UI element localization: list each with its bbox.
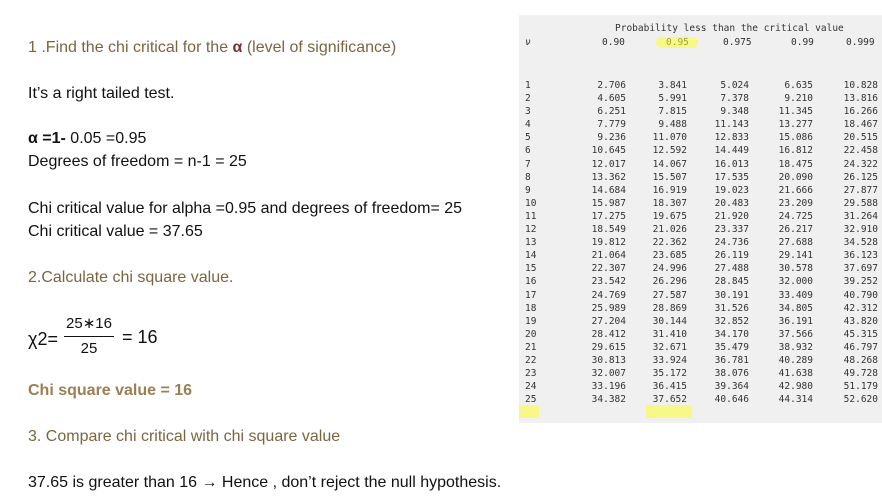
table-cell: 20.483 — [714, 197, 749, 209]
table-cell: 5.024 — [720, 80, 749, 91]
table-cell: 7.378 — [720, 93, 749, 105]
fraction-numerator: 25∗16 — [66, 315, 112, 332]
table-cell: 52.620 — [843, 394, 878, 406]
table-cell: 46.797 — [843, 341, 878, 353]
table-cell: 45.315 — [843, 328, 878, 340]
table-cell: 24.769 — [591, 289, 626, 301]
table-cell: 28.412 — [591, 328, 626, 340]
row-dof-cell: 2 — [525, 93, 531, 105]
table-cell: 32.000 — [778, 276, 813, 288]
table-row — [519, 223, 882, 236]
table-cell: 42.312 — [843, 302, 878, 314]
row-dof-cell: 17 — [525, 289, 537, 301]
table-cell: 14.449 — [714, 145, 749, 157]
table-cell: 21.026 — [652, 224, 687, 236]
step2-heading: 2.Calculate chi square value. — [28, 269, 234, 286]
table-cell: 21.666 — [778, 184, 813, 196]
row-dof-cell: 6 — [525, 145, 531, 157]
conclusion-text: 37.65 is greater than 16 → Hence , don’t reject the null hypothesis. — [28, 474, 502, 491]
table-cell: 11.345 — [778, 106, 813, 118]
table-cell: 27.688 — [778, 237, 813, 249]
table-cell: 32.671 — [652, 341, 687, 353]
table-cell: 9.488 — [658, 119, 687, 131]
table-cell: 23.337 — [714, 224, 749, 236]
table-cell: 11.143 — [714, 119, 749, 131]
chi-symbol: χ2= — [28, 329, 58, 349]
table-cell: 20.090 — [778, 171, 813, 183]
row-dof-cell: 16 — [525, 276, 537, 288]
chi-fraction — [64, 314, 114, 359]
table-cell: 27.877 — [843, 184, 878, 196]
row-dof-cell: 4 — [525, 119, 531, 131]
column-header: 0.999 — [846, 37, 875, 48]
row-dof-cell: 23 — [525, 368, 537, 380]
chi-result: = 16 — [122, 327, 158, 347]
table-cell: 20.515 — [843, 132, 878, 144]
table-row — [519, 367, 882, 380]
critical-value: Chi critical value = 37.65 — [28, 223, 203, 240]
row-dof-cell: 15 — [525, 263, 537, 275]
table-row — [519, 315, 882, 328]
table-row — [519, 144, 882, 157]
table-cell: 28.869 — [652, 302, 687, 314]
table-cell: 43.820 — [843, 315, 878, 327]
table-cell: 27.587 — [652, 289, 687, 301]
table-row — [519, 158, 882, 171]
column-header: 0.975 — [723, 37, 752, 48]
table-cell: 13.277 — [778, 119, 813, 131]
table-cell: 14.684 — [591, 184, 626, 196]
table-cell: 24.996 — [652, 263, 687, 275]
table-cell: 16.013 — [714, 158, 749, 170]
table-cell: 31.410 — [652, 328, 687, 340]
table-cell: 30.144 — [652, 315, 687, 327]
table-cell: 2.706 — [597, 80, 626, 91]
table-cell: 31.264 — [843, 210, 878, 222]
table-row — [519, 171, 882, 184]
table-cell: 17.275 — [591, 210, 626, 222]
table-cell: 26.125 — [843, 171, 878, 183]
table-cell: 42.980 — [778, 381, 813, 393]
highlight-cell-37-652 — [646, 405, 692, 418]
table-cell: 36.123 — [843, 250, 878, 262]
table-row — [519, 289, 882, 302]
table-cell: 21.920 — [714, 210, 749, 222]
table-row — [519, 105, 882, 118]
table-cell: 15.086 — [778, 132, 813, 144]
table-cell: 51.179 — [843, 381, 878, 393]
table-row — [519, 354, 882, 367]
table-cell: 34.170 — [714, 328, 749, 340]
alpha-symbol: α — [232, 39, 243, 56]
table-cell: 22.307 — [591, 263, 626, 275]
table-row — [519, 210, 882, 223]
test-type-text: It’s a right tailed test. — [28, 85, 175, 102]
table-cell: 15.507 — [652, 171, 687, 183]
table-cell: 23.542 — [591, 276, 626, 288]
table-cell: 4.605 — [597, 93, 626, 105]
row-dof-cell: 8 — [525, 171, 531, 183]
table-cell: 5.991 — [658, 93, 687, 105]
table-cell: 32.007 — [591, 368, 626, 380]
table-cell: 18.475 — [778, 158, 813, 170]
highlight-row-25 — [519, 405, 539, 418]
table-cell: 38.076 — [714, 368, 749, 380]
table-cell: 34.382 — [591, 394, 626, 406]
table-cell: 21.064 — [591, 250, 626, 262]
table-cell: 19.675 — [652, 210, 687, 222]
step1-heading — [28, 38, 396, 58]
table-cell: 9.348 — [720, 106, 749, 118]
table-cell: 41.638 — [778, 368, 813, 380]
row-dof-cell: 18 — [525, 302, 537, 314]
row-dof-cell: 3 — [525, 106, 531, 118]
table-row — [519, 197, 882, 210]
table-row — [519, 79, 882, 92]
nu-label: ν — [525, 37, 531, 48]
table-cell: 26.217 — [778, 224, 813, 236]
table-cell: 44.314 — [778, 394, 813, 406]
table-cell: 6.251 — [597, 106, 626, 118]
table-cell: 18.307 — [652, 197, 687, 209]
table-body — [519, 79, 882, 406]
table-caption: Probability less than the critical value — [615, 23, 844, 34]
table-cell: 35.479 — [714, 341, 749, 353]
table-cell: 16.919 — [652, 184, 687, 196]
table-cell: 30.813 — [591, 354, 626, 366]
table-cell: 40.790 — [843, 289, 878, 301]
table-cell: 39.252 — [843, 276, 878, 288]
fraction-bar — [64, 336, 114, 337]
critical-description: Chi critical value for alpha =0.95 and degrees of freedom= 25 — [28, 200, 463, 217]
table-row — [519, 249, 882, 262]
table-cell: 38.932 — [778, 341, 813, 353]
table-cell: 30.191 — [714, 289, 749, 301]
table-cell: 36.415 — [652, 381, 687, 393]
row-dof-cell: 20 — [525, 328, 537, 340]
table-cell: 36.781 — [714, 354, 749, 366]
table-cell: 23.685 — [652, 250, 687, 262]
table-cell: 9.210 — [784, 93, 813, 105]
alpha-label: α =1- — [28, 130, 71, 147]
row-dof-cell: 22 — [525, 354, 537, 366]
table-cell: 24.322 — [843, 158, 878, 170]
table-cell: 30.578 — [778, 263, 813, 275]
table-cell: 32.852 — [714, 315, 749, 327]
table-cell: 12.592 — [652, 145, 687, 157]
table-cell: 17.535 — [714, 171, 749, 183]
table-cell: 22.362 — [652, 237, 687, 249]
table-row — [519, 236, 882, 249]
table-cell: 33.409 — [778, 289, 813, 301]
table-cell: 26.296 — [652, 276, 687, 288]
row-dof-cell: 5 — [525, 132, 531, 144]
chi-square-table — [519, 15, 882, 423]
table-cell: 33.924 — [652, 354, 687, 366]
row-dof-cell: 24 — [525, 381, 537, 393]
table-cell: 40.646 — [714, 394, 749, 406]
table-cell: 37.652 — [652, 394, 687, 406]
highlight-header-0-95 — [656, 37, 698, 48]
table-row — [519, 393, 882, 406]
row-dof-cell: 13 — [525, 237, 537, 249]
row-dof-cell: 21 — [525, 341, 537, 353]
table-row — [519, 262, 882, 275]
table-cell: 12.017 — [591, 158, 626, 170]
table-row — [519, 328, 882, 341]
table-header-row — [519, 37, 882, 51]
table-cell: 7.779 — [597, 119, 626, 131]
row-dof-cell: 10 — [525, 197, 537, 209]
table-cell: 36.191 — [778, 315, 813, 327]
table-cell: 19.812 — [591, 237, 626, 249]
column-header: 0.99 — [791, 37, 814, 48]
table-cell: 31.526 — [714, 302, 749, 314]
table-cell: 10.645 — [591, 145, 626, 157]
row-dof-cell: 7 — [525, 158, 531, 170]
step1-heading-suffix: (level of significance) — [242, 39, 397, 56]
table-cell: 32.910 — [843, 224, 878, 236]
table-cell: 27.204 — [591, 315, 626, 327]
table-row — [519, 184, 882, 197]
table-row — [519, 275, 882, 288]
table-cell: 29.615 — [591, 341, 626, 353]
row-dof-cell: 11 — [525, 210, 537, 222]
table-cell: 13.816 — [843, 93, 878, 105]
table-row — [519, 92, 882, 105]
table-cell: 25.989 — [591, 302, 626, 314]
table-row — [519, 118, 882, 131]
table-cell: 23.209 — [778, 197, 813, 209]
table-cell: 16.812 — [778, 145, 813, 157]
table-cell: 10.828 — [843, 80, 878, 91]
row-dof-cell: 14 — [525, 250, 537, 262]
fraction-denominator: 25 — [80, 340, 98, 357]
table-cell: 13.362 — [591, 171, 626, 183]
table-cell: 34.805 — [778, 302, 813, 314]
table-cell: 9.236 — [597, 132, 626, 144]
table-cell: 15.987 — [591, 197, 626, 209]
table-cell: 28.845 — [714, 276, 749, 288]
row-dof-cell: 19 — [525, 315, 537, 327]
table-cell: 12.833 — [714, 132, 749, 144]
table-row — [519, 380, 882, 393]
row-dof-cell: 9 — [525, 184, 531, 196]
table-cell: 40.289 — [778, 354, 813, 366]
table-cell: 24.736 — [714, 237, 749, 249]
table-row — [519, 341, 882, 354]
column-header: 0.90 — [602, 37, 625, 48]
row-dof-cell: 25 — [525, 394, 537, 406]
chi-square-summary: Chi square value = 16 — [28, 382, 193, 399]
alpha-line — [28, 129, 146, 149]
table-cell: 39.364 — [714, 381, 749, 393]
table-cell: 11.070 — [652, 132, 687, 144]
table-cell: 29.588 — [843, 197, 878, 209]
table-row — [519, 131, 882, 144]
degrees-of-freedom: Degrees of freedom = n-1 = 25 — [28, 153, 247, 170]
table-cell: 29.141 — [778, 250, 813, 262]
table-cell: 18.549 — [591, 224, 626, 236]
table-cell: 33.196 — [591, 381, 626, 393]
table-cell: 3.841 — [658, 80, 687, 91]
table-cell: 24.725 — [778, 210, 813, 222]
table-cell: 14.067 — [652, 158, 687, 170]
step1-heading-prefix: 1 .Find the chi critical for the — [28, 39, 233, 56]
table-cell: 6.635 — [784, 80, 813, 91]
table-cell: 34.528 — [843, 237, 878, 249]
table-cell: 18.467 — [843, 119, 878, 131]
table-cell: 27.488 — [714, 263, 749, 275]
table-cell: 35.172 — [652, 368, 687, 380]
table-cell: 48.268 — [843, 354, 878, 366]
table-cell: 37.697 — [843, 263, 878, 275]
table-cell: 22.458 — [843, 145, 878, 157]
table-cell: 49.728 — [843, 368, 878, 380]
table-cell: 37.566 — [778, 328, 813, 340]
step3-heading: 3. Compare chi critical with chi square value — [28, 428, 341, 445]
row-dof-cell: 1 — [525, 80, 531, 91]
table-cell: 16.266 — [843, 106, 878, 118]
table-row — [519, 302, 882, 315]
alpha-expression: 0.05 =0.95 — [70, 130, 147, 147]
table-cell: 19.023 — [714, 184, 749, 196]
table-cell: 7.815 — [658, 106, 687, 118]
table-cell: 26.119 — [714, 250, 749, 262]
row-dof-cell: 12 — [525, 224, 537, 236]
